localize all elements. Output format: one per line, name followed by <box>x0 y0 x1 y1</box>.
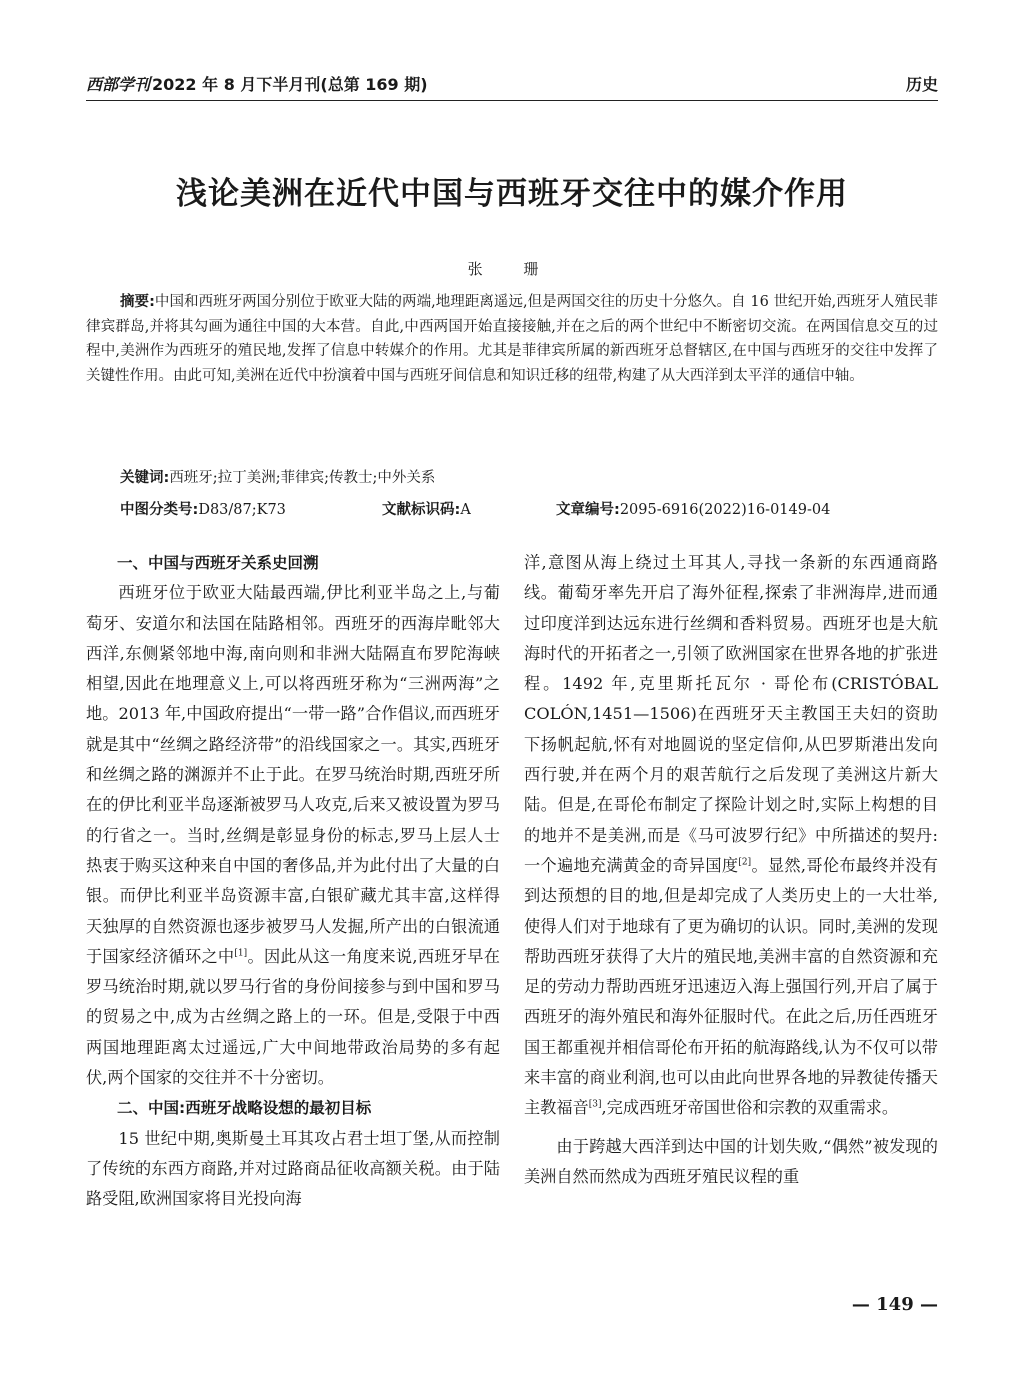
clc-value: D83/87;K73 <box>198 502 286 518</box>
journal-logo: 西部学刊 <box>86 75 151 94</box>
running-header <box>86 70 938 101</box>
paragraph <box>86 1124 500 1215</box>
article-title: 浅论美洲在近代中国与西班牙交往中的媒介作用 <box>176 176 848 212</box>
paragraph <box>524 1132 938 1193</box>
right-column <box>524 548 938 1192</box>
left-column <box>86 548 500 1215</box>
article-number-label: 文章编号: <box>556 502 620 518</box>
doc-code-value: A <box>460 502 471 518</box>
clc-label: 中图分类号: <box>120 502 199 518</box>
author-name: 张 珊 <box>467 260 557 278</box>
paragraph-text: 洋,意图从海上绕过土耳其人,寻找一条新的东西通商路线。葡萄牙率先开启了海外征程,探索了非洲海岸,进而通过印度洋到达远东进行丝绸和香料贸易。西班牙也是大航海时代的开拓者之一,引领了欧洲国家在世界各地的扩张进程。1492 年,克里斯托瓦尔 · 哥伦布(CRISTÓBAL COLÓN,1451—1506)在西班牙天主教国王夫妇的资助下扬帆起航,怀有对地圆说的坚定信仰,从巴罗斯港出发向西行驶,并在两个月的艰苦航行之后发现了美洲这片新大陆。但是,在哥伦布制定了探险计划之时,实际上构想的目的地并不是美洲,而是《马可波罗行纪》中所描述的契丹:一个遍地充满黄金的奇异国度 <box>524 553 938 875</box>
abstract-text: 中国和西班牙两国分别位于欧亚大陆的两端,地理距离遥远,但是两国交往的历史十分悠久。自 16 世纪开始,西班牙人殖民菲律宾群岛,并将其勾画为通往中国的大本营。自此,中西两国开始直接接触,并在之后的两个世纪中不断密切交流。在两国信息交互的过程中,美洲作为西班牙的殖民地,发挥了信息中转媒介的作用。尤其是菲律宾所属的新西班牙总督辖区,在中国与西班牙的交往中发挥了关键性作用。由此可知,美洲在近代中扮演着中国与西班牙间信息和知识迁移的纽带,构建了从大西洋到太平洋的通信中轴。 <box>86 294 938 384</box>
paragraph-text: 。因此从这一角度来说,西班牙早在罗马统治时期,就以罗马行省的身份间接参与到中国和罗马的贸易之中,成为古丝绸之路上的一环。但是,受限于中西两国地理距离太过遥远,广大中间地带政治局势的多有起伏,两个国家的交往并不十分密切。 <box>86 946 500 1088</box>
article-number-value: 2095-6916(2022)16-0149-04 <box>619 502 831 518</box>
keywords-label: 关键词: <box>120 470 170 486</box>
paragraph-text: ,完成西班牙帝国世俗和宗教的双重需求。 <box>601 1098 899 1118</box>
section-1-heading: 一、中国与西班牙关系史回溯 <box>117 554 319 572</box>
abstract-label: 摘要: <box>120 294 155 310</box>
section-2-heading: 二、中国:西班牙战略设想的最初目标 <box>117 1099 372 1118</box>
abstract <box>86 290 938 388</box>
paragraph-text: 。显然,哥伦布最终并没有到达预想的目的地,但是却完成了人类历史上的一大壮举,使得人们对于地球有了更为确切的认识。同时,美洲的发现帮助西班牙获得了大片的殖民地,美洲丰富的自然资源和充足的劳动力帮助西班牙迅速迈入海上强国行列,开启了属于西班牙的海外殖民和海外征服时代。在此之后,历任西班牙国王都重视并相信哥伦布开拓的航海路线,认为不仅可以带来丰富的商业利润,也可以由此向世界各地的异教徒传播天主教福音 <box>524 855 938 1118</box>
citation-2: [2] <box>738 857 752 868</box>
clc-number <box>120 498 286 519</box>
article-number <box>556 498 830 519</box>
citation-1: [1] <box>234 948 248 959</box>
page-number: — 149 — <box>851 1294 938 1315</box>
paragraph-text: 15 世纪中期,奥斯曼土耳其攻占君士坦丁堡,从而控制了传统的东西方商路,并对过路商品征收高额关税。由于陆路受阻,欧洲国家将目光投向海 <box>86 1128 500 1209</box>
paragraph-text: 由于跨越大西洋到达中国的计划失败,“偶然”被发现的美洲自然而然成为西班牙殖民议程的重 <box>524 1136 938 1186</box>
citation-3: [3] <box>588 1099 602 1110</box>
keywords-text: 西班牙;拉丁美洲;菲律宾;传教士;中外关系 <box>169 470 436 486</box>
paragraph-text: 西班牙位于欧亚大陆最西端,伊比利亚半岛之上,与葡萄牙、安道尔和法国在陆路相邻。西班牙的西海岸毗邻大西洋,东侧紧邻地中海,南向则和非洲大陆隔直布罗陀海峡相望,因此在地理意义上,可以将西班牙称为“三洲两海”之地。2013 年,中国政府提出“一带一路”合作倡议,而西班牙就是其中“丝绸之路经济带”的沿线国家之一。其实,西班牙和丝绸之路的渊源并不止于此。在罗马统治时期,西班牙所在的伊比利亚半岛逐渐被罗马人攻克,后来又被设置为罗马的行省之一。当时,丝绸是彰显身份的标志,罗马上层人士热衷于购买这种来自中国的奢侈品,并为此付出了大量的白银。而伊比利亚半岛资源丰富,白银矿藏尤其丰富,这样得天独厚的自然资源也逐步被罗马人发掘,所产出的白银流通于国家经济循环之中 <box>86 583 500 966</box>
journal-issue <box>86 72 428 95</box>
keywords <box>120 466 435 487</box>
issue-info: 2022 年 8 月下半月刊(总第 169 期) <box>152 75 428 94</box>
paragraph <box>86 578 500 1093</box>
doc-code <box>382 498 471 519</box>
doc-code-label: 文献标识码: <box>382 502 461 518</box>
paragraph-continued <box>524 548 938 1124</box>
section-label: 历史 <box>905 75 938 94</box>
